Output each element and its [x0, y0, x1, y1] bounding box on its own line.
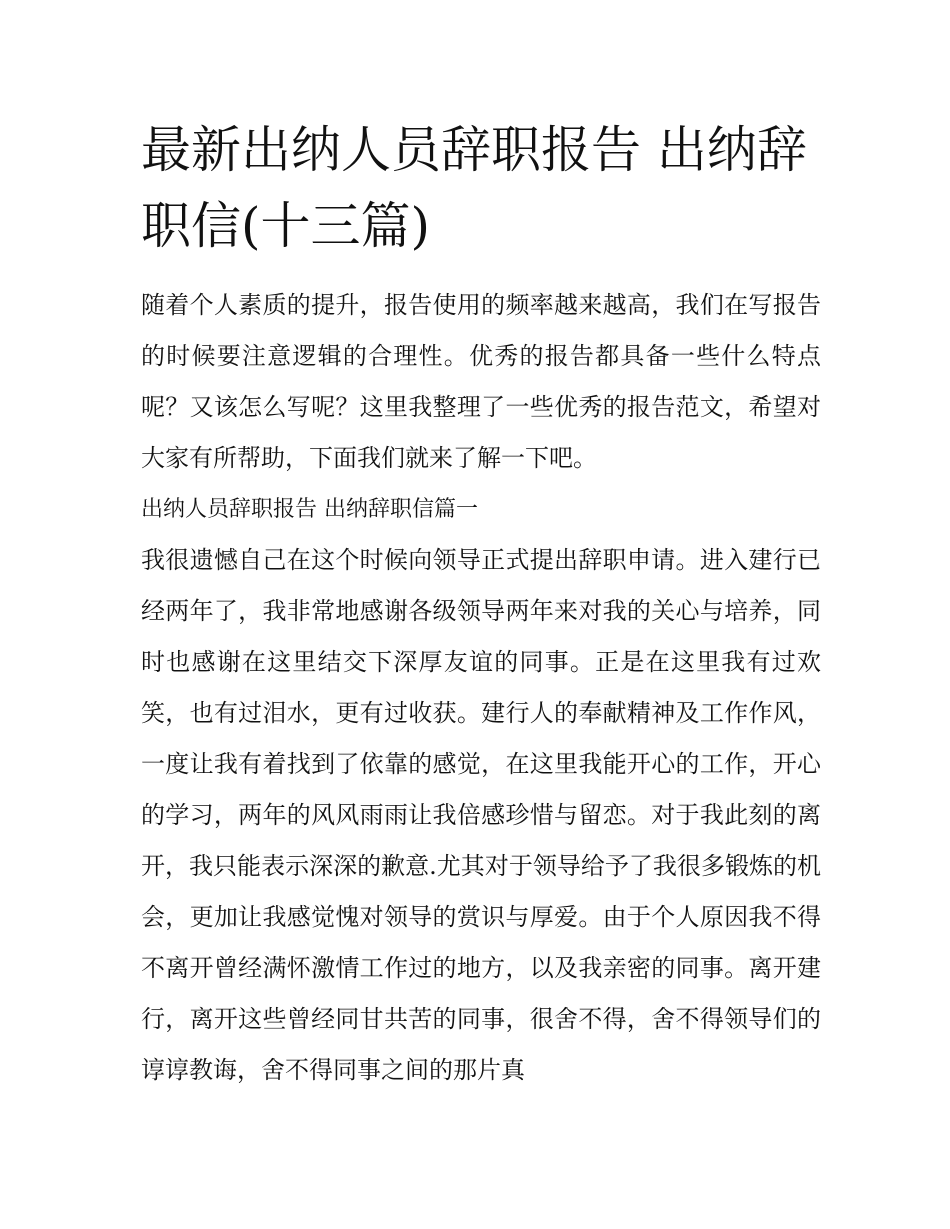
intro-paragraph: 随着个人素质的提升，报告使用的频率越来越高，我们在写报告的时候要注意逻辑的合理性。优秀的报告都具备一些什么特点呢？又该怎么写呢？这里我整理了一些优秀的报告范文，希望对大家有所帮助，下面我们就来了解一下吧。 — [141, 291, 821, 472]
section-paragraph: 我很遗憾自己在这个时候向领导正式提出辞职申请。进入建行已经两年了，我非常地感谢各级领导两年来对我的关心与培养，同时也感谢在这里结交下深厚友谊的同事。正是在这里我有过欢笑，也有过泪水，更有过收获。建行人的奉献精神及工作作风，一度让我有着找到了依靠的感觉，在这里我能开心的工作，开心的学习，两年的风风雨雨让我倍感珍惜与留恋。对于我此刻的离开，我只能表示深深的歉意.尤其对于领导给予了我很多锻炼的机会，更加让我感觉愧对领导的赏识与厚爱。由于个人原因我不得不离开曾经满怀激情工作过的地方，以及我亲密的同事。离开建行，离开这些曾经同甘共苦的同事，很舍不得，舍不得领导们的谆谆教诲，舍不得同事之间的那片真 — [141, 546, 821, 1084]
document-body — [141, 280, 821, 1096]
section-heading: 出纳人员辞职报告 出纳辞职信篇一 — [141, 497, 478, 522]
document-title: 最新出纳人员辞职报告 出纳辞职信(十三篇) — [141, 121, 807, 255]
